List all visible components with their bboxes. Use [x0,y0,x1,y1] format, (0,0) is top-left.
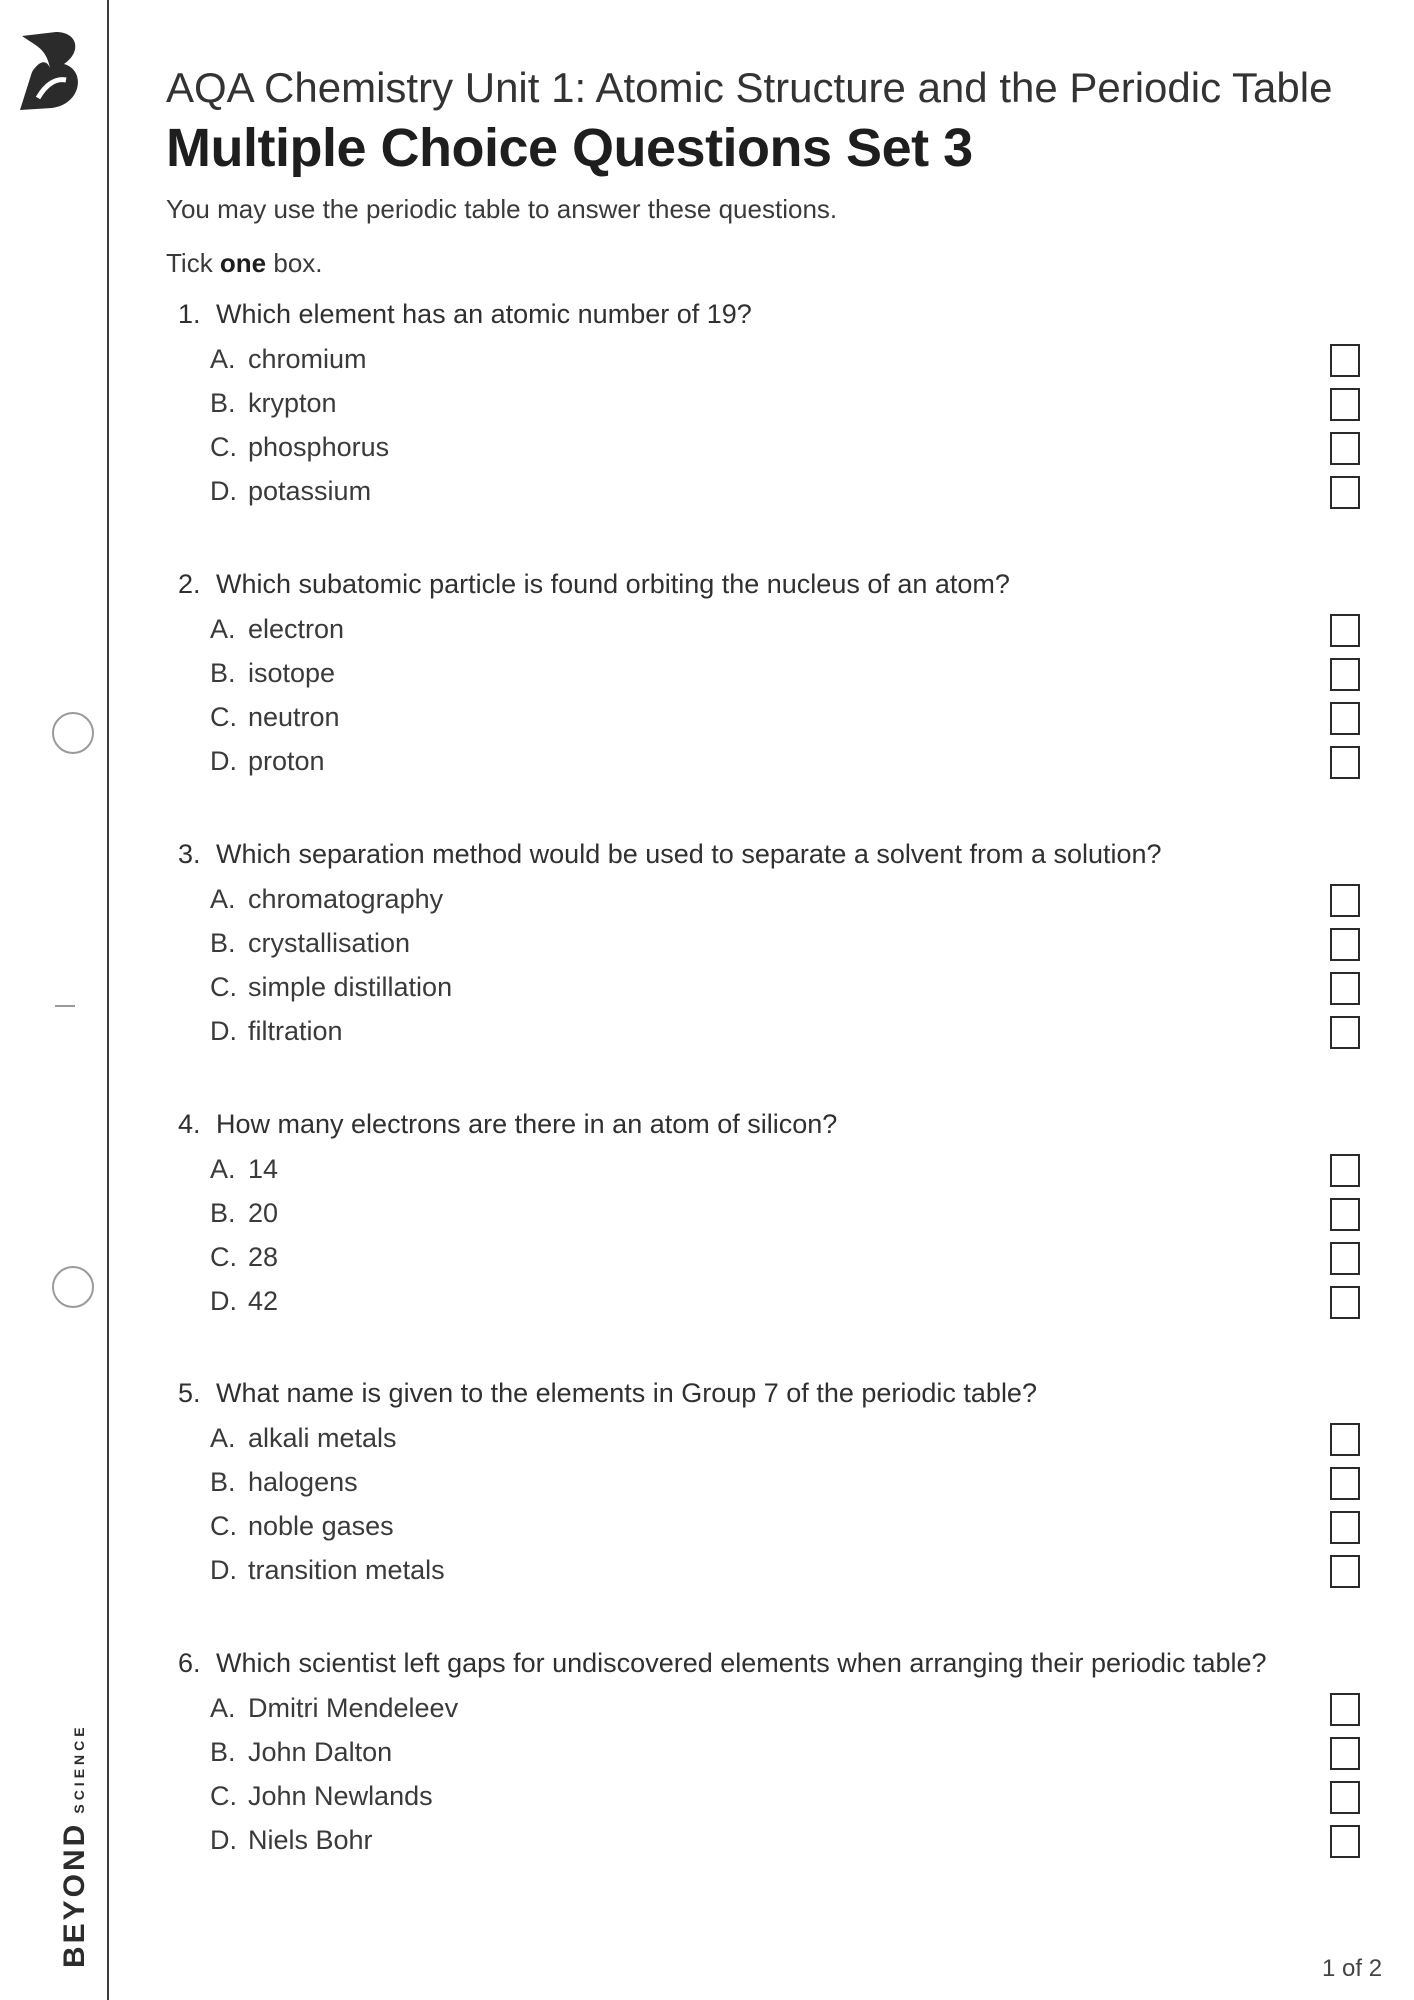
answer-checkbox[interactable] [1330,1781,1360,1814]
answer-option [178,652,1378,696]
answer-option [178,470,1378,514]
question-prompt: What name is given to the elements in Group 7 of the periodic table? [216,1378,1037,1408]
page-header [166,60,1366,180]
option-letter: C. [210,972,237,1002]
answer-checkbox[interactable] [1330,432,1360,465]
option-text: potassium [248,476,372,506]
answer-checkbox[interactable] [1330,476,1360,509]
answer-option [178,1505,1378,1549]
question-text [178,1643,1378,1687]
option-letter: C. [210,1781,237,1811]
option-text: Dmitri Mendeleev [248,1693,459,1723]
option-letter: A. [210,884,236,914]
answer-checkbox[interactable] [1330,1511,1360,1544]
option-letter: A. [210,1693,236,1723]
option-letter: C. [210,432,237,462]
answer-option [178,1236,1378,1280]
answer-option [178,1417,1378,1461]
question-prompt: Which subatomic particle is found orbiting the nucleus of an atom? [216,569,1010,599]
question-text [178,294,1378,338]
question-number: 6. [178,1648,201,1678]
option-text: electron [248,614,345,644]
answer-checkbox[interactable] [1330,388,1360,421]
answer-checkbox[interactable] [1330,1242,1360,1275]
fold-mark [55,1005,75,1007]
option-text: chromatography [248,884,444,914]
answer-option [178,1549,1378,1593]
question-text [178,834,1378,878]
option-text: filtration [248,1016,343,1046]
margin-rule [107,0,109,2000]
option-letter: D. [210,476,237,506]
question-number: 1. [178,299,201,329]
brand-sub: SCIENCE [71,1723,87,1814]
answer-checkbox[interactable] [1330,1555,1360,1588]
instructions-tick [166,248,323,279]
option-text: simple distillation [248,972,453,1002]
answer-option [178,922,1378,966]
question-number: 4. [178,1109,201,1139]
answer-checkbox[interactable] [1330,1154,1360,1187]
question-text [178,1104,1378,1148]
answer-checkbox[interactable] [1330,1198,1360,1231]
answer-checkbox[interactable] [1330,614,1360,647]
page-subtitle: AQA Chemistry Unit 1: Atomic Structure and the Periodic Table [166,64,1333,111]
option-letter: A. [210,1423,236,1453]
option-letter: A. [210,1154,236,1184]
answer-checkbox[interactable] [1330,1423,1360,1456]
option-text: 14 [248,1154,279,1184]
option-letter: C. [210,702,237,732]
question-5 [178,1373,1378,1593]
option-letter: B. [210,1737,236,1767]
option-letter: A. [210,344,236,374]
option-text: halogens [248,1467,358,1497]
option-text: chromium [248,344,367,374]
option-text: alkali metals [248,1423,397,1453]
option-letter: B. [210,1198,236,1228]
option-letter: A. [210,614,236,644]
instructions-intro: You may use the periodic table to answer these questions. [166,194,838,224]
answer-option [178,426,1378,470]
question-text [178,1373,1378,1417]
option-text: proton [248,746,325,776]
answer-option [178,966,1378,1010]
option-text: John Newlands [248,1781,433,1811]
answer-option [178,1731,1378,1775]
question-2 [178,564,1378,784]
option-text: crystallisation [248,928,411,958]
option-letter: B. [210,1467,236,1497]
option-letter: B. [210,388,236,418]
answer-option [178,382,1378,426]
option-text: John Dalton [248,1737,393,1767]
page-number: 1 of 2 [1322,1955,1383,1982]
option-letter: B. [210,658,236,688]
question-number: 2. [178,569,201,599]
question-text [178,564,1378,608]
question-3 [178,834,1378,1054]
answer-checkbox[interactable] [1330,344,1360,377]
option-letter: D. [210,1016,237,1046]
answer-option [178,1280,1378,1324]
answer-checkbox[interactable] [1330,702,1360,735]
beyond-logo-icon [16,28,88,116]
question-number: 3. [178,839,201,869]
option-letter: D. [210,1555,237,1585]
answer-checkbox[interactable] [1330,1016,1360,1049]
answer-option [178,878,1378,922]
option-text: 28 [248,1242,279,1272]
brand-main: BEYOND [58,1821,91,1968]
answer-option [178,1010,1378,1054]
tick-prefix: Tick [166,248,220,278]
option-letter: D. [210,1286,237,1316]
punch-hole [52,1266,94,1308]
answer-checkbox[interactable] [1330,1737,1360,1770]
question-1 [178,294,1378,514]
answer-checkbox[interactable] [1330,928,1360,961]
answer-checkbox[interactable] [1330,884,1360,917]
question-6 [178,1643,1378,1863]
answer-option [178,1687,1378,1731]
answer-option [178,1148,1378,1192]
answer-option [178,338,1378,382]
tick-bold: one [219,248,267,278]
answer-checkbox[interactable] [1330,1693,1360,1726]
question-4 [178,1104,1378,1324]
answer-option [178,1461,1378,1505]
option-letter: B. [210,928,236,958]
option-text: isotope [248,658,336,688]
answer-checkbox[interactable] [1330,746,1360,779]
answer-checkbox[interactable] [1330,658,1360,691]
question-prompt: Which separation method would be used to separate a solvent from a solution? [216,839,1162,869]
answer-checkbox[interactable] [1330,972,1360,1005]
option-text: phosphorus [248,432,390,462]
option-text: 20 [248,1198,279,1228]
answer-checkbox[interactable] [1330,1825,1360,1858]
option-letter: C. [210,1242,237,1272]
question-prompt: Which scientist left gaps for undiscovered elements when arranging their periodic table? [216,1648,1267,1678]
answer-option [178,1775,1378,1819]
answer-checkbox[interactable] [1330,1286,1360,1319]
option-text: krypton [248,388,337,418]
page-title: Multiple Choice Questions Set 3 [166,118,973,178]
answer-checkbox[interactable] [1330,1467,1360,1500]
option-text: 42 [248,1286,279,1316]
option-text: neutron [248,702,340,732]
answer-option [178,1819,1378,1863]
question-prompt: How many electrons are there in an atom of silicon? [216,1109,838,1139]
answer-option [178,740,1378,784]
option-text: transition metals [248,1555,445,1585]
option-letter: C. [210,1511,237,1541]
answer-option [178,1192,1378,1236]
option-letter: D. [210,1825,237,1855]
tick-suffix: box. [266,248,323,278]
answer-option [178,696,1378,740]
punch-hole [52,712,94,754]
question-prompt: Which element has an atomic number of 19? [216,299,752,329]
option-text: Niels Bohr [248,1825,373,1855]
option-text: noble gases [248,1511,394,1541]
option-letter: D. [210,746,237,776]
answer-option [178,608,1378,652]
question-number: 5. [178,1378,201,1408]
brand-wordmark [58,1723,92,1968]
